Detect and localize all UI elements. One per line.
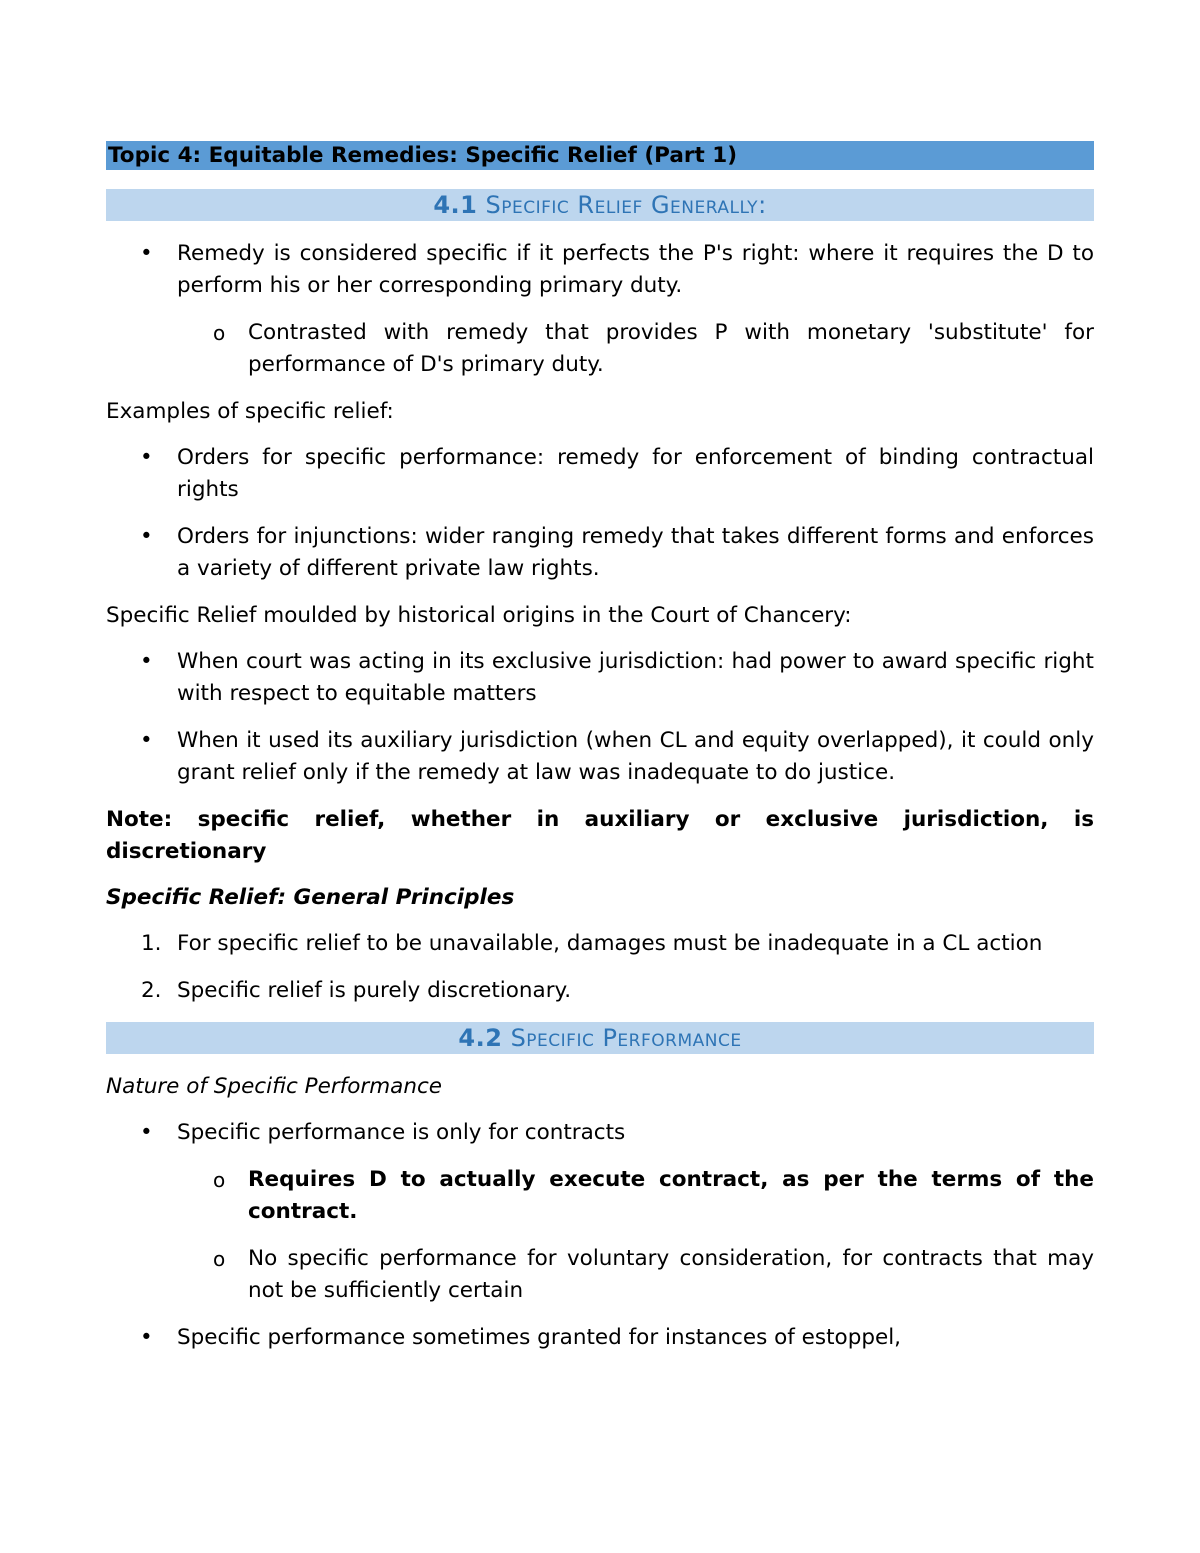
list-item	[106, 1117, 1094, 1149]
section-title: Specific Performance	[510, 1024, 742, 1052]
sub-list-item-text: Requires D to actually execute contract, as per the terms of the contract.	[248, 1167, 1094, 1224]
list-item-text: When it used its auxiliary jurisdiction (when CL and equity overlapped), it could only grant relief only if the remedy at law was inadequate to do justice.	[177, 728, 1094, 785]
document-page	[106, 141, 1094, 1369]
list-item	[106, 238, 1094, 302]
numbered-item	[106, 928, 1094, 960]
list-item-text: Orders for injunctions: wider ranging remedy that takes different forms and enforces a variety of different private law rights.	[177, 524, 1094, 581]
sub-list-item-text: No specific performance for voluntary consideration, for contracts that may not be sufficiently certain	[248, 1246, 1094, 1303]
nature-list	[106, 1117, 1094, 1354]
definition-list	[106, 238, 1094, 381]
list-item	[106, 1322, 1094, 1354]
section-heading-4-2	[106, 1022, 1094, 1054]
sub-list-item-text: Contrasted with remedy that provides P with monetary 'substitute' for performance of D's primary duty.	[248, 320, 1094, 377]
list-item	[106, 725, 1094, 789]
list-item-text: When court was acting in its exclusive jurisdiction: had power to award specific right with respect to equitable matters	[177, 649, 1094, 706]
numbered-item	[106, 975, 1094, 1007]
section-number: 4.1	[433, 191, 478, 219]
list-item	[106, 442, 1094, 506]
list-item	[106, 521, 1094, 585]
examples-list	[106, 442, 1094, 585]
nature-heading: Nature of Specific Performance	[106, 1074, 443, 1099]
principles-heading: Specific Relief: General Principles	[106, 885, 515, 910]
list-item-text: Remedy is considered specific if it perfects the P's right: where it requires the D to perform his or her corresponding primary duty.	[177, 241, 1094, 298]
section-heading-4-1	[106, 189, 1094, 221]
sub-list-item	[106, 1164, 1094, 1228]
item-number: 1.	[141, 931, 162, 956]
origins-heading: Specific Relief moulded by historical origins in the Court of Chancery:	[106, 603, 852, 628]
examples-heading: Examples of specific relief:	[106, 399, 394, 424]
note-paragraph: Note: specific relief, whether in auxiliary or exclusive jurisdiction, is discretionary	[106, 807, 1094, 864]
sub-list-item	[106, 317, 1094, 381]
origins-list	[106, 646, 1094, 789]
section-number: 4.2	[458, 1024, 503, 1052]
item-number: 2.	[141, 978, 162, 1003]
list-item-text: Specific performance sometimes granted for instances of estoppel,	[177, 1325, 902, 1350]
section-title: Specific Relief Generally:	[485, 191, 767, 219]
numbered-item-text: For specific relief to be unavailable, damages must be inadequate in a CL action	[177, 931, 1043, 956]
sub-list-item	[106, 1243, 1094, 1307]
numbered-item-text: Specific relief is purely discretionary.	[177, 978, 572, 1003]
principles-list	[106, 928, 1094, 1007]
list-item	[106, 646, 1094, 710]
list-item-text: Orders for specific performance: remedy for enforcement of binding contractual rights	[177, 445, 1094, 502]
list-item-text: Specific performance is only for contracts	[177, 1120, 626, 1145]
topic-title: Topic 4: Equitable Remedies: Specific Relief (Part 1)	[106, 141, 1094, 170]
